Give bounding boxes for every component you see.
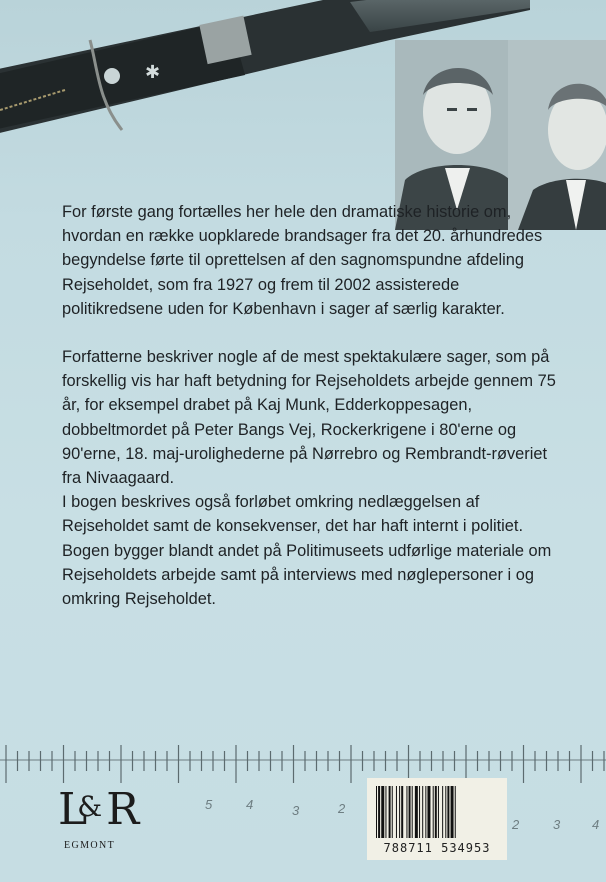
barcode-bar (385, 786, 386, 838)
barcode-bar (419, 786, 420, 838)
barcode-bar (433, 786, 434, 838)
barcode-bar (445, 786, 446, 838)
barcode-bar (378, 786, 380, 838)
barcode-bar (381, 786, 384, 838)
barcode-bar (435, 786, 437, 838)
barcode-bar (438, 786, 439, 838)
barcode-bar (399, 786, 400, 838)
barcode-label (367, 778, 507, 860)
barcode-number: 788711 534953 (383, 841, 491, 855)
barcode-bar (389, 786, 391, 838)
barcode-bar (396, 786, 397, 838)
blurb-paragraph-1: For første gang fortælles her hele den dramatiske historie om, hvordan en række uopklarede brandsager fra det 20. århundredes begyndelse førte til oprettelsen af den sagnomspundne afdeling Rejseholdet, som fra 1927 og frem til 2002 assisterede politikredsene uden for København i sager af særlig karakter. (62, 203, 543, 318)
barcode-bar (427, 786, 430, 838)
ruler-label: 3 (553, 817, 561, 832)
blurb-text (62, 200, 562, 611)
ruler-label: 4 (592, 817, 600, 832)
barcode-bar (409, 786, 411, 838)
barcode-bar (392, 786, 393, 838)
ruler-label: 4 (246, 797, 254, 812)
barcode-bar (376, 786, 377, 838)
barcode-bar (422, 786, 423, 838)
barcode-bar (442, 786, 443, 838)
barcode-bar (455, 786, 456, 838)
blurb-paragraph-3: I bogen beskrives også forløbet omkring nedlæggelsen af Rejseholdet samt de konsekvenser, det har haft internt i politiet. Bogen bygger blandt andet på Politimuseets udførlige materiale om Rejseholdets arbejde samt på interviews med nøglepersoner i og omkring Rejseholdet. (62, 493, 552, 609)
barcode-bar (451, 786, 454, 838)
barcode-bar (425, 786, 426, 838)
ruler-label: 3 (292, 803, 300, 818)
publisher-name: EGMONT (64, 840, 116, 851)
blurb-paragraph-2: Forfatterne beskriver nogle af de mest spektakulære sager, som på forskellig vis har haft betydning for Rejseholdets arbejde gennem 75 år, for eksempel drabet på Kaj Munk, Edderkoppesagen, dobbeltmordet på Peter Bangs Vej, Rockerkrigene i 80'erne og 90'erne, 18. maj-urolighederne på Nørrebro og Rembrandt-røveriet fra Nivaagaard. (62, 348, 556, 488)
ruler-label: 2 (338, 801, 346, 816)
barcode-bar (401, 786, 403, 838)
barcode-bars (374, 786, 500, 838)
barcode-bar (447, 786, 449, 838)
barcode-bar (406, 786, 407, 838)
publisher-monogram: L&R (58, 784, 134, 835)
ruler-label: 5 (205, 797, 213, 812)
barcode-bar (412, 786, 413, 838)
ruler-label: 2 (512, 817, 520, 832)
barcode-bar (415, 786, 418, 838)
svg-text:✱: ✱ (145, 62, 161, 83)
publisher-logo (58, 784, 138, 858)
